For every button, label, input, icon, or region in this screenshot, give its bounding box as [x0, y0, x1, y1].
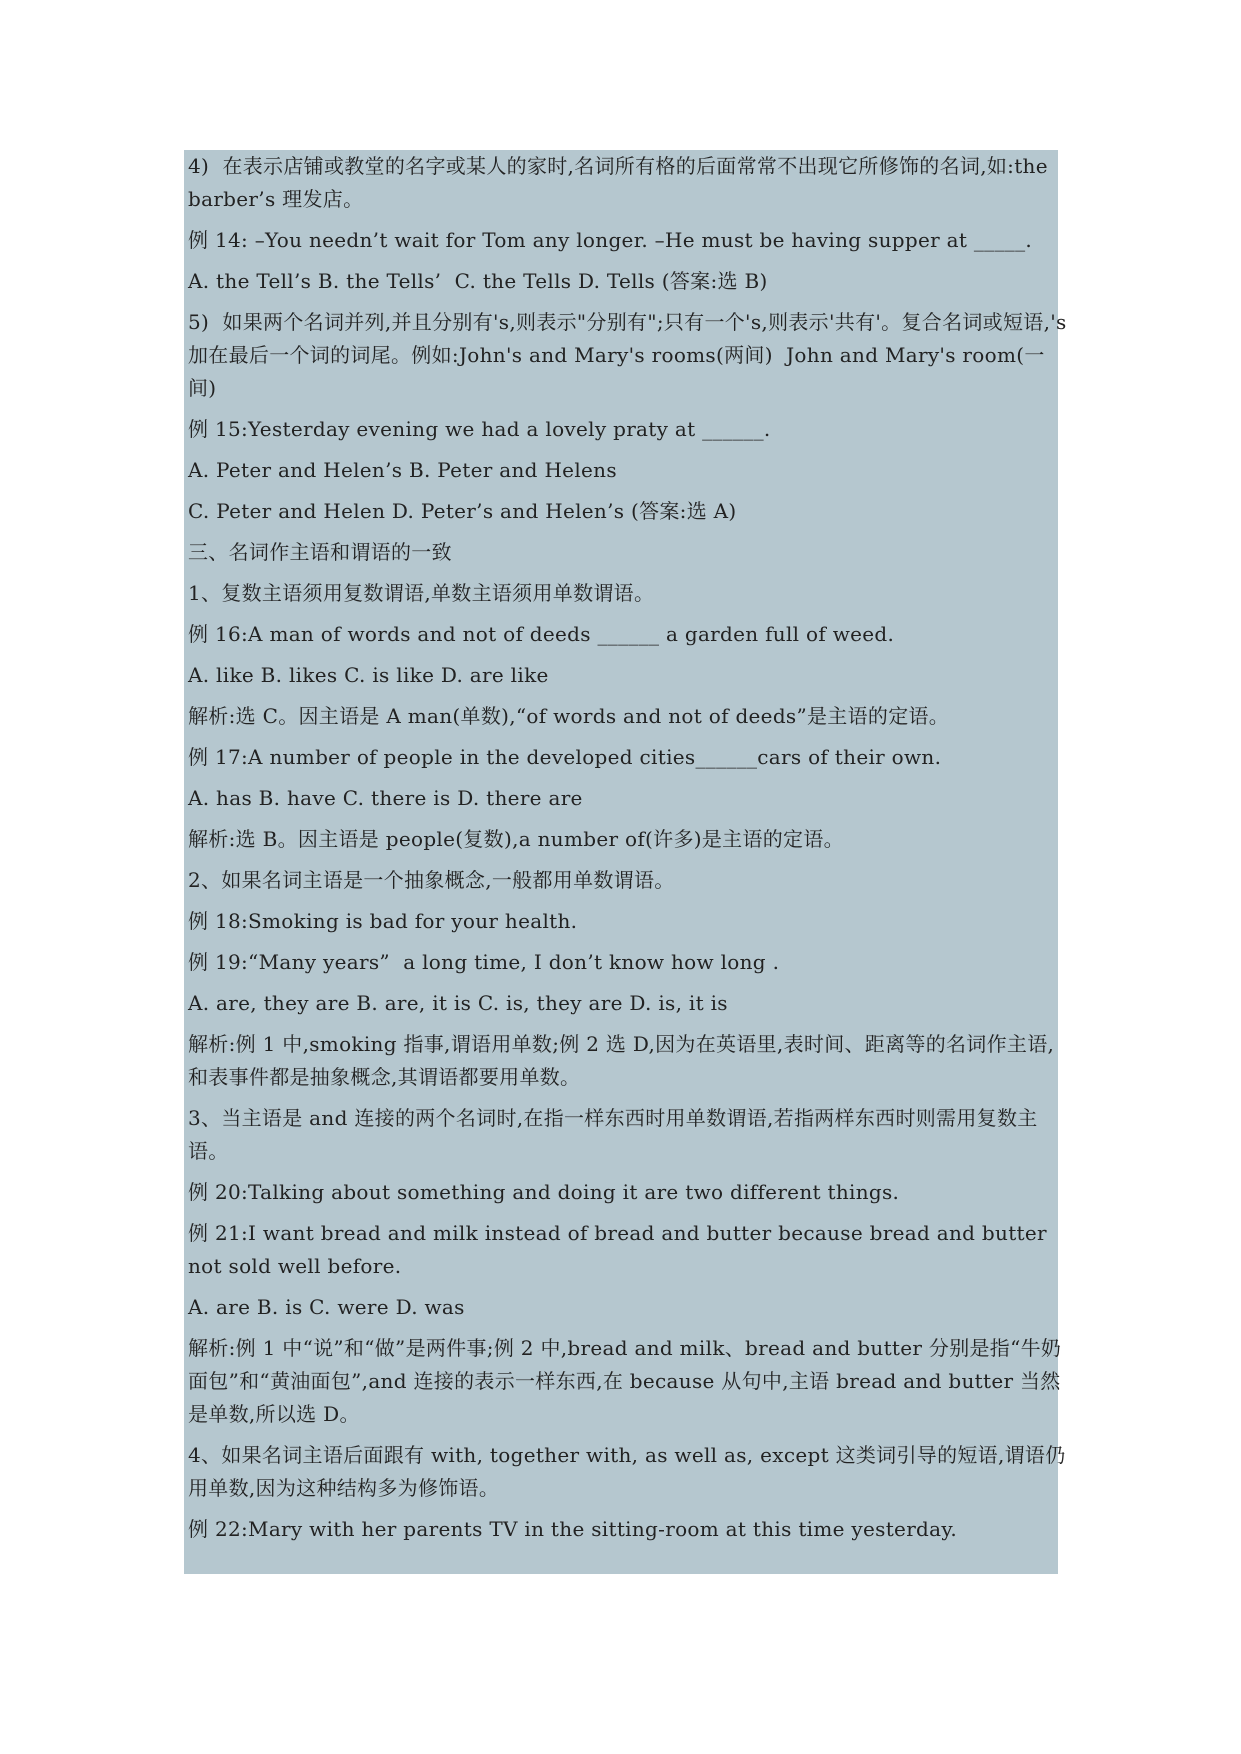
rule-2: 2、如果名词主语是一个抽象概念,一般都用单数谓语。 — [188, 868, 675, 892]
example-15-options-ab: A. Peter and Helen’s B. Peter and Helens — [188, 458, 617, 482]
example-14: 例 14: –You needn’t wait for Tom any longer. –He must be having supper at _____. — [188, 228, 1033, 252]
rule-4: 4、如果名词主语后面跟有 with, together with, as well as, except 这类词引导的短语,谓语仍用单数,因为这种结构多为修饰语。 — [188, 1443, 1066, 1500]
example-17-analysis: 解析:选 B。因主语是 people(复数),a number of(许多)是主语的定语。 — [188, 827, 844, 851]
rule-3: 3、当主语是 and 连接的两个名词时,在指一样东西时用单数谓语,若指两样东西时则需用复数主语。 — [188, 1106, 1038, 1163]
paragraph-4-possessive-place: 4) 在表示店铺或教堂的名字或某人的家时,名词所有格的后面常常不出现它所修饰的名词,如:the barber’s 理发店。 — [188, 154, 1055, 211]
example-15: 例 15:Yesterday evening we had a lovely praty at ______. — [188, 417, 771, 441]
example-20-21-analysis: 解析:例 1 中“说”和“做”是两件事;例 2 中,bread and milk、bread and butter 分别是指“牛奶面包”和“黄油面包”,and 连接的表示一样东西,在 because 从句中,主语 bread and butter 当然是单数,所以选 D。 — [188, 1336, 1062, 1426]
example-22: 例 22:Mary with her parents TV in the sitting-room at this time yesterday. — [188, 1517, 957, 1541]
example-21-options: A. are B. is C. were D. was — [188, 1295, 465, 1319]
example-18: 例 18:Smoking is bad for your health. — [188, 909, 578, 933]
rule-1: 1、复数主语须用复数谓语,单数主语须用单数谓语。 — [188, 581, 655, 605]
example-20: 例 20:Talking about something and doing it are two different things. — [188, 1180, 900, 1204]
document-text-panel — [184, 150, 1074, 1574]
example-16-options: A. like B. likes C. is like D. are like — [188, 663, 549, 687]
example-19-options: A. are, they are B. are, it is C. is, they are D. is, it is — [188, 991, 728, 1015]
example-17: 例 17:A number of people in the developed cities______cars of their own. — [188, 745, 942, 769]
example-17-options: A. has B. have C. there is D. there are — [188, 786, 583, 810]
example-21: 例 21:I want bread and milk instead of bread and butter because bread and butter not sold well before. — [188, 1221, 1054, 1278]
example-19: 例 19:“Many years” a long time, I don’t know how long . — [188, 950, 780, 974]
example-14-options: A. the Tell’s B. the Tells’ C. the Tells D. Tells (答案:选 B) — [188, 269, 768, 293]
example-15-options-cd: C. Peter and Helen D. Peter’s and Helen’s (答案:选 A) — [188, 499, 737, 523]
example-16-analysis: 解析:选 C。因主语是 A man(单数),“of words and not of deeds”是主语的定语。 — [188, 704, 950, 728]
example-16: 例 16:A man of words and not of deeds ______ a garden full of weed. — [188, 622, 895, 646]
example-18-19-analysis: 解析:例 1 中,smoking 指事,谓语用单数;例 2 选 D,因为在英语里,表时间、距离等的名词作主语,和表事件都是抽象概念,其谓语都要用单数。 — [188, 1032, 1055, 1089]
paragraph-5-joint-possession: 5) 如果两个名词并列,并且分别有's,则表示"分别有";只有一个's,则表示'共有'。复合名词或短语,'s 加在最后一个词的词尾。例如:John's and Mary's rooms(两间) John and Mary's room(一间) — [188, 310, 1074, 400]
section-heading-3: 三、名词作主语和谓语的一致 — [188, 540, 452, 564]
